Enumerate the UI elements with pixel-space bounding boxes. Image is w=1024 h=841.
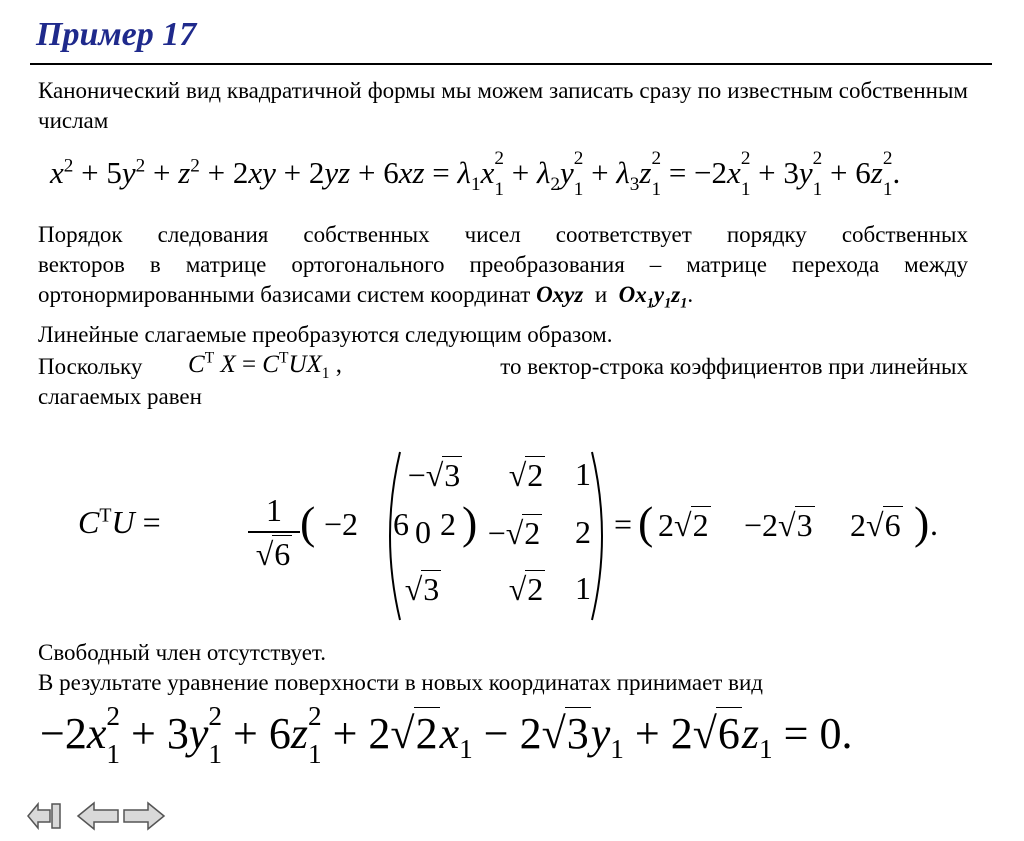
coord-and: и: [594, 282, 608, 307]
paragraph-result: В результате уравнение поверхности в новых координатах принимает вид: [38, 670, 763, 695]
result-right-paren: ): [914, 497, 930, 548]
order-line-1: Порядок следования собственных чисел соответствует порядку собственных: [38, 222, 968, 247]
row-vector-entry-1: −2: [324, 506, 359, 542]
result-period: .: [930, 506, 938, 542]
final-surface-equation: −2x 2 1 + 3y 2 1 + 6z 2 1 + $2√2x_1 - 2√3y_1 + 2√6z_1 = 0$.: [40, 701, 853, 769]
since-word: Поскольку: [38, 354, 143, 379]
result-entry-1: 2√2: [658, 507, 709, 543]
equals-sign: =: [614, 506, 633, 542]
row-vector-left-paren: (: [300, 497, 316, 548]
fraction-one-over-sqrt6: 1 √6: [248, 492, 300, 573]
matrix-cell-1-1: −√3: [407, 457, 461, 493]
nav-forward-button[interactable]: [122, 800, 166, 832]
result-entry-3: 2√6: [850, 507, 901, 543]
paragraph-since: [38, 349, 968, 412]
row-vector-right-paren: ): [462, 497, 478, 548]
matrix-cell-2-2: −√2: [487, 515, 541, 551]
result-left-paren: (: [638, 497, 654, 548]
coord-system-oxyz: Oxyz: [536, 282, 584, 307]
coord-system-oxyz1: $Ox_1y_1z_1$: [618, 282, 688, 312]
result-entry-2: −2√3: [744, 507, 813, 543]
stop-icon: [26, 800, 70, 832]
matrix-cell-1-2: √2: [508, 457, 544, 493]
since-continuation: то вектор-строка коэффициентов при линейных: [500, 354, 968, 379]
matrix-cell-1-3: 1: [575, 456, 591, 492]
forward-arrow-icon: [122, 800, 166, 832]
paragraph-linear: Линейные слагаемые преобразуются следующим образом.: [38, 322, 613, 347]
title-divider: [30, 63, 992, 65]
quadratic-form-equation: $x^2 + 5y^2 + z^2 + 2xy + 2yz + 6xz = \lambda_1x$ 2 1 + $\lambda_2y$ 2 1 + $\lambda_3z$ 2 1 = −2x 2 1 + 3y 2 1 + 6z 2 1 .: [50, 147, 901, 200]
order-line-3-text: ортонормированными базисами систем координат: [38, 282, 531, 307]
transform-formula: $C^T$ $X = C^TUX_1$ ,: [188, 349, 343, 382]
matrix-cell-2-1: 0: [415, 514, 431, 550]
order-line-2: векторов в матрице ортогонального преобразования – матрице перехода между: [38, 252, 968, 277]
paragraph-canonical: Канонический вид квадратичной формы мы можем записать сразу по известным собственным числам: [38, 78, 968, 133]
matrix-cell-3-1: √3: [404, 571, 440, 607]
since-end: слагаемых равен: [38, 384, 202, 409]
order-line-3: ортонормированными базисами систем координат Oxyz и $Ox_1y_1z_1$.: [38, 282, 694, 312]
row-vector-entry-3: 2: [440, 506, 456, 542]
slide-title: Пример 17: [36, 16, 197, 53]
matrix-cell-2-3: 2: [575, 514, 591, 550]
row-vector-entry-2: 6: [393, 506, 409, 542]
nav-back-button[interactable]: [76, 800, 120, 832]
paragraph-order: [38, 220, 968, 310]
back-arrow-icon: [76, 800, 120, 832]
paragraph-free-term: Свободный член отсутствует.: [38, 640, 326, 665]
matrix-cell-3-3: 1: [575, 570, 591, 606]
matrix-cell-3-2: √2: [508, 571, 544, 607]
ctu-label: $C^TU$ =: [78, 504, 161, 540]
matrix-equation: [78, 448, 978, 628]
nav-stop-button[interactable]: [26, 800, 70, 832]
